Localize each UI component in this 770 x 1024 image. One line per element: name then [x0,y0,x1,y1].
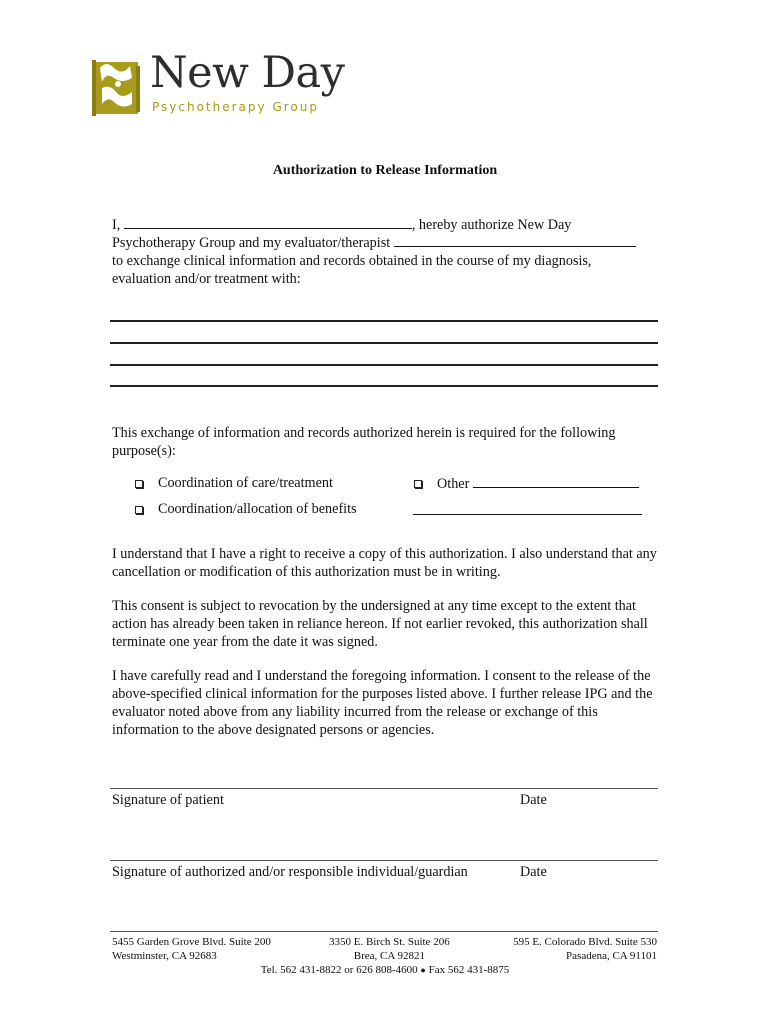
logo-subtitle: Psychotherapy Group [152,100,319,114]
logo-mark-icon [92,56,148,120]
revocation-paragraph: This consent is subject to revocation by the undersigned at any time except to the extent that action has already been taken in reliance hereon. If not earlier revoked, this authorization shall terminate one year from the date it was signed. [112,598,648,650]
intro-line-2: Psychotherapy Group and my evaluator/therapist [112,234,662,252]
intro-line-3: to exchange clinical information and records obtained in the course of my diagnosis, [112,253,592,269]
guardian-date-label: Date [520,864,547,880]
recipient-line-4[interactable] [110,385,658,387]
recipient-line-2[interactable] [110,342,658,344]
telephone-text: Tel. 562 431-8822 or 626 808-4600 [260,964,418,976]
option-care: Coordination of care/treatment [158,475,333,491]
intro-paragraph [112,216,662,288]
office-pasadena: 595 E. Colorado Blvd. Suite 530 Pasadena, CA 91101 [513,936,657,962]
patient-date-label: Date [520,792,547,808]
office-brea: 3350 E. Birch St. Suite 206 Brea, CA 92821 [329,936,450,962]
office-westminster: 5455 Garden Grove Blvd. Suite 200 Westminster, CA 92683 [112,936,271,962]
checkbox-benefits[interactable] [135,506,143,514]
other-continuation-blank[interactable] [413,514,642,515]
page-title: Authorization to Release Information [272,163,498,178]
intro-line-1: I, , hereby authorize New Day [112,217,572,233]
patient-name-blank[interactable] [124,216,412,229]
logo-name: New Day [150,48,345,98]
option-benefits: Coordination/allocation of benefits [158,501,357,517]
checkbox-care[interactable] [135,480,143,488]
checkbox-other[interactable] [414,480,422,488]
guardian-signature-label: Signature of authorized and/or responsible individual/guardian [112,864,468,880]
footer-contact [0,963,770,977]
other-blank[interactable] [473,475,639,488]
rights-paragraph: I understand that I have a right to receive a copy of this authorization. I also understand that any cancellation or modification of this authorization must be in writing. [112,546,657,580]
therapist-name-blank[interactable] [394,234,636,247]
fax-text: Fax 562 431-8875 [428,964,510,976]
recipient-line-3[interactable] [110,364,658,366]
patient-signature-label: Signature of patient [112,792,224,808]
consent-paragraph: I have carefully read and I understand the foregoing information. I consent to the release of the above-specified clinical information for the purposes listed above. I further release IPG and the evaluator noted above from any liability incurred from the release or exchange of this information to the above designated persons or agencies. [112,668,653,738]
guardian-signature-line[interactable] [110,860,658,861]
recipient-line-1[interactable] [110,320,658,322]
purpose-paragraph: This exchange of information and records authorized herein is required for the following purpose(s): [112,425,616,459]
logo [92,48,345,120]
intro-line-4: evaluation and/or treatment with: [112,271,301,287]
patient-signature-line[interactable] [110,788,658,789]
bullet-icon: ● [420,965,426,975]
option-other: Other [437,475,639,493]
footer-divider [110,931,658,932]
